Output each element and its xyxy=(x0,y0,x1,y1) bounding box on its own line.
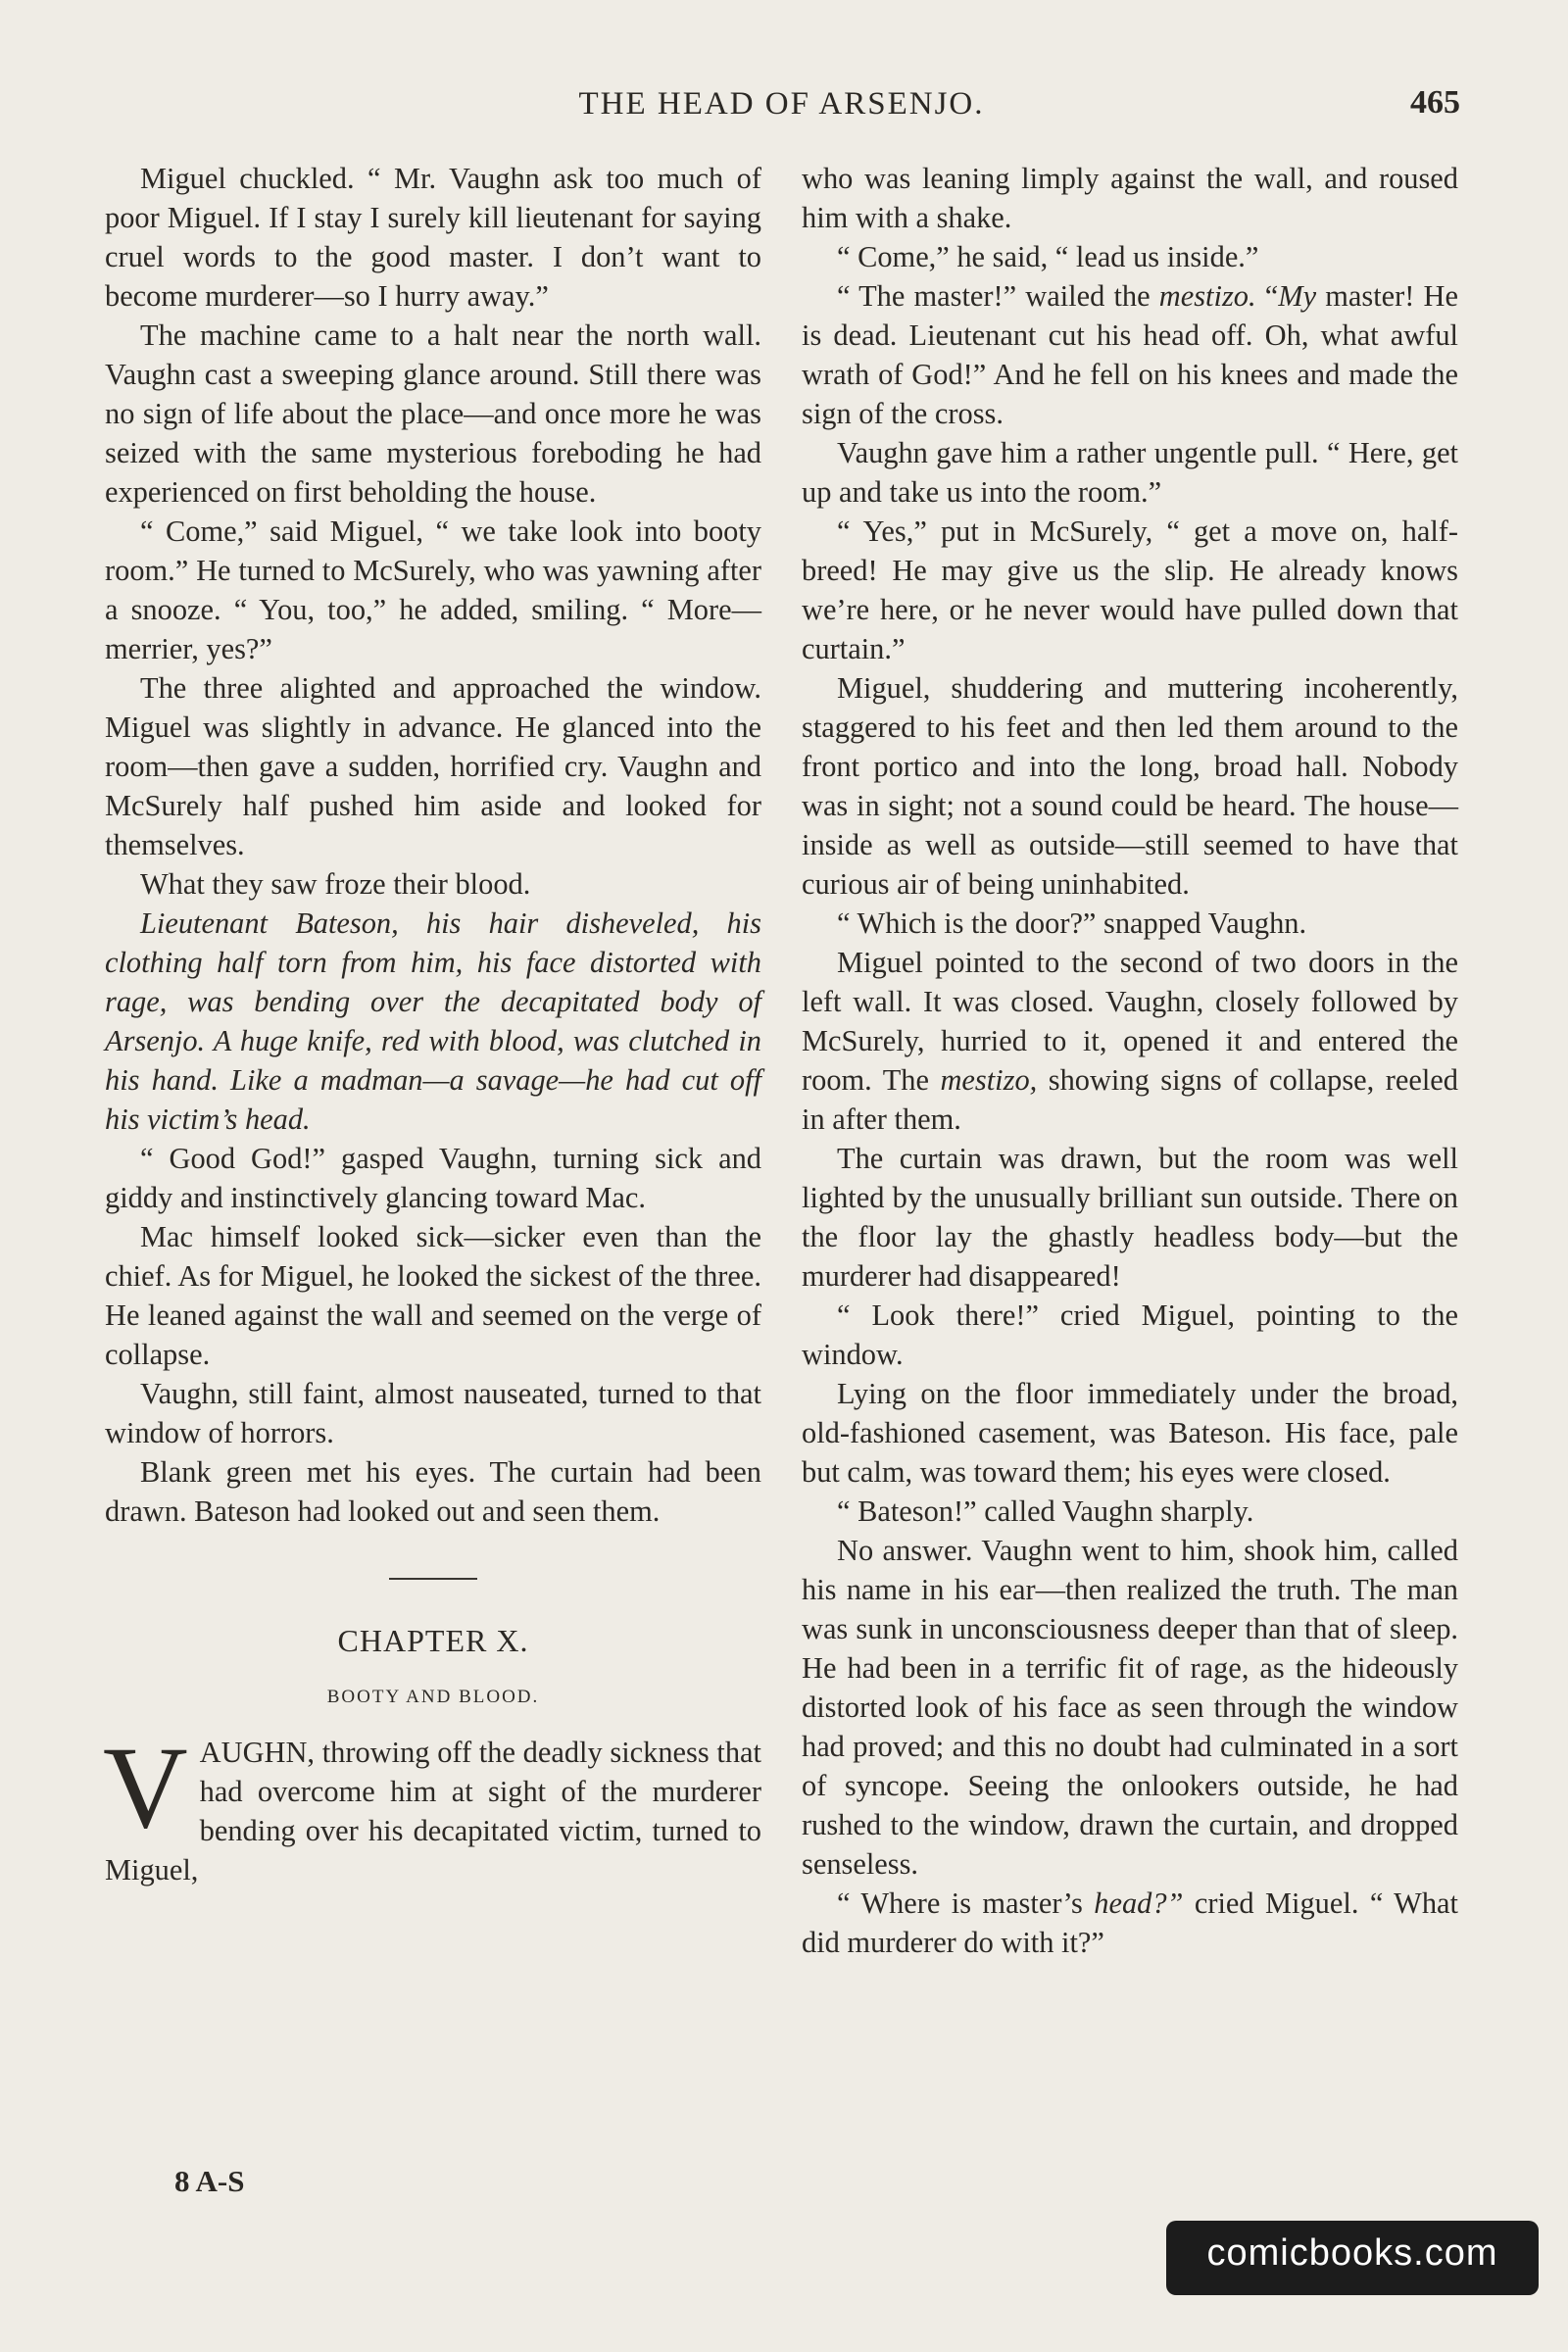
paragraph: No answer. Vaughn went to him, shook him, called his name in his ear—then realized the truth. The man was sunk in unconsciousness deeper than that of sleep. He had been in a terrific fit of rage, as the hideously distorted look of his face as seen through the window had proved; and this no doubt had culminated in a sort of syncope. Seeing the onlookers outside, he had rushed to the window, drawn the curtain, and dropped senseless. xyxy=(802,1534,1458,1881)
chapter-subtitle: BOOTY AND BLOOD. xyxy=(326,1687,540,1707)
paragraph xyxy=(802,1884,1458,1962)
continued-paragraph: who was leaning limply against the wall, and roused him with a shake. xyxy=(802,162,1458,234)
paragraph: “ Look there!” cried Miguel, pointing to the window. xyxy=(802,1298,1458,1371)
text-run: Miguel pointed to the second of two doors in the left wall. It was closed. Vaughn, closely followed by McSurely, hurried to it, opened it and entered the room. The xyxy=(802,946,1458,1097)
text-run: showing signs of collapse, reeled in after them. xyxy=(802,1063,1458,1136)
left-column xyxy=(105,159,761,1889)
chapter-title: CHAPTER X. xyxy=(337,1623,529,1658)
italic-word: mestizo, xyxy=(940,1063,1038,1097)
running-header xyxy=(103,84,1460,127)
signature-mark: 8 A-S xyxy=(174,2164,245,2198)
paragraph: “ Come,” he said, “ lead us inside.” xyxy=(837,240,1259,273)
italic-paragraph: Lieutenant Bateson, his hair disheveled, his clothing half torn from him, his face distorted with rage, was bending over the decapitated body of Arsenjo. A huge knife, red with blood, was clutched in his hand. Like a madman—a savage—he had cut off his victim’s head. xyxy=(105,906,761,1136)
chapter-opening-paragraph xyxy=(103,1722,761,1889)
paragraph: “ Bateson!” called Vaughn sharply. xyxy=(837,1494,1254,1528)
paragraph: “ Which is the door?” snapped Vaughn. xyxy=(837,906,1307,940)
paragraph: The machine came to a halt near the north wall. Vaughn cast a sweeping glance around. Still there was no sign of life about the place—and once more he was seized with the same mysterious foreboding he had experienced on first beholding the house. xyxy=(105,318,761,509)
text-run: “ xyxy=(1264,279,1279,313)
page-number: 465 xyxy=(1410,84,1460,121)
paragraph: Vaughn gave him a rather ungentle pull. “ Here, get up and take us into the room.” xyxy=(802,436,1458,509)
paragraph: Miguel chuckled. “ Mr. Vaughn ask too much of poor Miguel. If I stay I surely kill lieutenant for saying cruel words to the good master. I don’t want to become murderer—so I hurry away.” xyxy=(105,162,761,313)
paragraph: What they saw froze their blood. xyxy=(140,867,531,901)
paragraph: The curtain was drawn, but the room was well lighted by the unusually brilliant sun outside. There on the floor lay the ghastly headless body—but the murderer had disappeared! xyxy=(802,1142,1458,1293)
paragraph: The three alighted and approached the window. Miguel was slightly in advance. He glanced into the room—then gave a sudden, horrified cry. Vaughn and McSurely half pushed him aside and looked for themselves. xyxy=(105,671,761,861)
text-run: cried Miguel. “ What did murderer do with it?” xyxy=(802,1886,1458,1959)
paragraph: Blank green met his eyes. The curtain had been drawn. Bateson had looked out and seen them. xyxy=(105,1455,761,1528)
text-run: “ The master!” wailed the xyxy=(837,279,1151,313)
paragraph: Lying on the floor immediately under the broad, old-fashioned casement, was Bateson. His face, pale but calm, was toward them; his eyes were closed. xyxy=(802,1377,1458,1489)
drop-cap-letter: V xyxy=(103,1722,188,1852)
paragraph xyxy=(802,276,1458,433)
italic-word: mestizo. xyxy=(1158,279,1256,313)
paragraph: Mac himself looked sick—sicker even than the chief. As for Miguel, he looked the sickest of the three. He leaned against the wall and seemed on the verge of collapse. xyxy=(105,1220,761,1371)
watermark-text: comicbooks.com xyxy=(1206,2232,1498,2274)
right-column xyxy=(802,159,1458,1962)
watermark-badge xyxy=(1166,2221,1539,2295)
italic-word: My xyxy=(1278,279,1317,313)
paragraph xyxy=(802,943,1458,1139)
paragraph: “ Yes,” put in McSurely, “ get a move on, half-breed! He may give us the slip. He already knows we’re here, or he never would have pulled down that curtain.” xyxy=(802,514,1458,665)
chapter-opening-text: AUGHN, throwing off the deadly sickness that had overcome him at sight of the murderer bending over his decapitated victim, turned to Miguel, xyxy=(105,1736,761,1886)
running-title: THE HEAD OF ARSENJO. xyxy=(578,86,985,122)
paragraph: Vaughn, still faint, almost nauseated, turned to that window of horrors. xyxy=(105,1377,761,1449)
paragraph: “ Come,” said Miguel, “ we take look into booty room.” He turned to McSurely, who was yawning after a snooze. “ You, too,” he added, smiling. “ More—merrier, yes?” xyxy=(105,514,761,665)
paragraph: “ Good God!” gasped Vaughn, turning sick and giddy and instinctively glancing toward Mac. xyxy=(105,1142,761,1214)
italic-word: head?” xyxy=(1094,1886,1184,1920)
text-run: master! He is dead. Lieutenant cut his head off. Oh, what awful wrath of God!” And he fell on his knees and made the sign of the cross. xyxy=(802,279,1458,430)
section-divider xyxy=(389,1578,477,1580)
text-run: “ Where is master’s xyxy=(837,1886,1083,1920)
paragraph: Miguel, shuddering and muttering incoherently, staggered to his feet and then led them around to the front portico and into the long, broad hall. Nobody was in sight; not a sound could be heard. The house—inside as well as outside—still seemed to have that curious air of being uninhabited. xyxy=(802,671,1458,901)
